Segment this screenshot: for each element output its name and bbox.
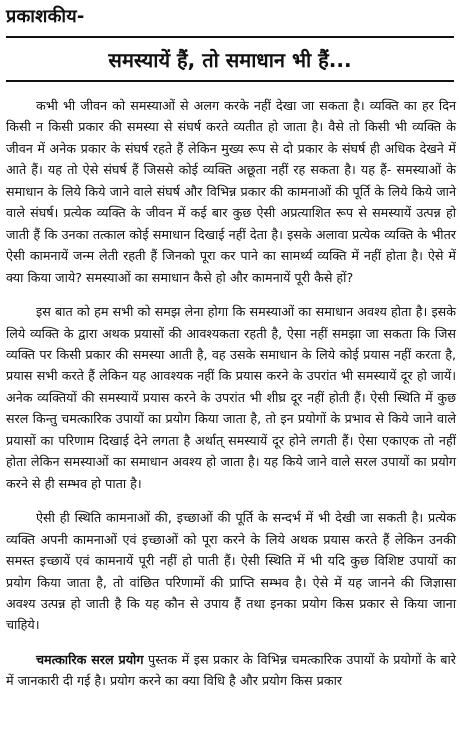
page-title: समस्यायें हैं, तो समाधान भी हैं... <box>108 48 352 72</box>
paragraph-1-text: कभी भी जीवन को समस्याओं से अलग करके नहीं देखा जा सकता है। व्यक्ति का हर दिन किसी न किसी प्रकार की समस्या से संघर्ष करते व्यतीत हो जाता है। वैसे तो किसी भी व्यक्ति के जीवन में अनेक प्रकार के संघर्ष रहते हैं लेकिन मुख्य रूप से दो प्रकार के संघर्ष ही अधिक देखने में आते हैं। यह तो ऐसे संघर्ष हैं जिससे कोई व्यक्ति अछूता नहीं रह सकता है। यह हैं- समस्याओं के समाधान के लिये किये जाने वाले संघर्ष और विभिन्न प्रकार की कामनाओं की पूर्ति के लिये किये जाने वाले संघर्ष। प्रत्येक व्यक्ति के जीवन में कई बार कुछ ऐसी अप्रत्याशित रूप से समस्यायें उत्पन्न हो जाती हैं कि उनका तत्काल कोई समाधान दिखाई नहीं देता है। इसके अलावा प्रत्येक व्यक्ति के भीतर ऐसी कामनायें जन्म लेती रहती हैं जिनको पूरा कर पाने का सामर्थ्य व्यक्ति में नहीं होता है। ऐसे में क्या किया जाये? समस्याओं का समाधान कैसे हो और कामनायें पूरी कैसे हों? <box>6 98 456 285</box>
paragraph-1 <box>6 95 456 288</box>
paragraph-2-text: इस बात को हम सभी को समझ लेना होगा कि समस्याओं का समाधान अवश्य होता है। इसके लिये व्यक्ति के द्वारा अथक प्रयासों की आवश्यकता रहती है, ऐसा नहीं समझा जा सकता कि जिस व्यक्ति पर किसी प्रकार की समस्या आती है, वह उसके समाधान के लिये कोई प्रयास नहीं करता है, प्रयास सभी करते हैं लेकिन यह आवश्यक नहीं कि प्रयास करने के उपरांत भी समस्यायें दूर हो जायें। अनेक व्यक्तियों की समस्यायें प्रयास करने के उपरांत भी शीघ्र दूर नहीं होती हैं। ऐसी स्थिति में कुछ सरल किन्तु चमत्कारिक उपायों का प्रयोग किया जाता है, तो इन प्रयोगों के प्रभाव से किये जाने वाले प्रयासों का परिणाम दिखाई देने लगता है अर्थात् समस्यायें दूर होने लगती हैं। ऐसा एकाएक तो नहीं होता लेकिन समस्याओं का समाधान अवश्य हो जाता है। यह किये जाने वाले सरल उपायों का प्रयोग करने से ही सम्भव हो पाता है। <box>6 304 456 491</box>
paragraph-4 <box>6 649 456 692</box>
section-label: प्रकाशकीय- <box>6 6 85 27</box>
paragraph-3-text: ऐसी ही स्थिति कामनाओं की, इच्छाओं की पूर्ति के सन्दर्भ में भी देखी जा सकती है। प्रत्येक व्यक्ति अपनी कामनाओं एवं इच्छाओं को पूरा करने के लिये अथक प्रयास करते हैं लेकिन उनकी समस्त इच्छायें एवं कामनायें पूरी नहीं हो पाती हैं। ऐसी स्थिति में भी यदि कुछ विशिष्ट उपायों का प्रयोग किया जाता है, तो वांछित परिणामों की प्राप्ति सम्भव है। ऐसे में यह जानने की जिज्ञासा अवश्य उत्पन्न हो जाती है कि यह कौन से उपाय हैं तथा इनका प्रयोग किस प्रकार से किया जाना चाहिये। <box>6 510 456 633</box>
paragraph-3 <box>6 507 456 636</box>
paragraph-2 <box>6 301 456 494</box>
body-text <box>6 95 456 705</box>
top-divider <box>6 36 454 38</box>
title-underline <box>6 80 454 82</box>
book-title-mention: चमत्कारिक सरल प्रयोग <box>36 651 144 667</box>
paragraph-4-text: पुस्तक में इस प्रकार के विभिन्न चमत्कारिक उपायों के प्रयोगों के बारे में जानकारी दी गई है। प्रयोग करने का क्या विधि है और प्रयोग किस प्रकार <box>6 651 456 689</box>
